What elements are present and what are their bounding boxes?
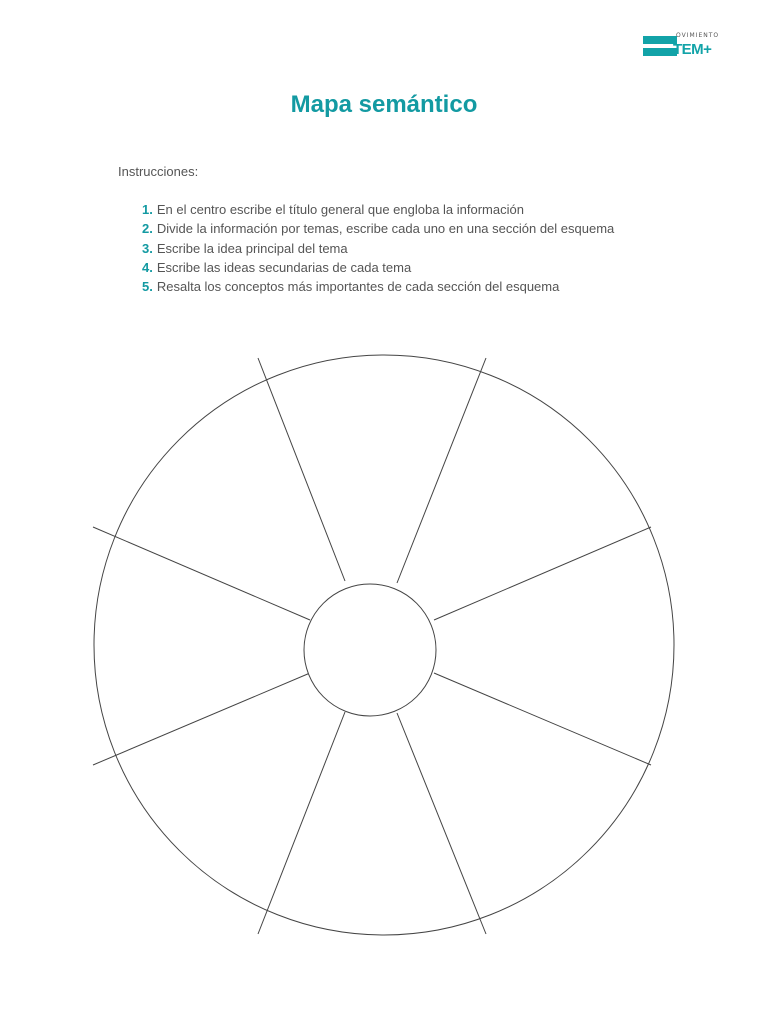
page-title: Mapa semántico [290, 91, 478, 118]
section-divider-5 [93, 673, 310, 765]
section-divider-2 [397, 358, 486, 583]
instruction-text: Resalta los conceptos más importantes de cada sección del esquema [156, 279, 560, 295]
logo-small-text: OVIMIENTO [676, 32, 720, 39]
instruction-number: 2. [142, 221, 153, 237]
section-divider-1 [258, 358, 345, 581]
section-divider-8 [397, 713, 486, 934]
instruction-number: 5. [142, 279, 153, 295]
center-circle [304, 584, 436, 716]
section-divider-6 [434, 673, 651, 765]
instruction-text: En el centro escribe el título general que engloba la información [156, 202, 524, 217]
instruction-number: 4. [142, 259, 153, 275]
section-divider-3 [93, 527, 310, 620]
instruction-number: 1. [142, 202, 153, 217]
logo-big-text: TEM+ [673, 41, 712, 58]
section-divider-7 [258, 712, 345, 934]
instruction-text: Divide la información por temas, escribe cada uno en una sección del esquema [156, 221, 615, 237]
instruction-number: 3. [142, 240, 153, 256]
instruction-text: Escribe las ideas secundarias de cada tema [156, 259, 412, 275]
instructions-label: Instrucciones: [118, 164, 199, 179]
section-divider-4 [434, 527, 651, 620]
instruction-text: Escribe la idea principal del tema [156, 240, 348, 256]
